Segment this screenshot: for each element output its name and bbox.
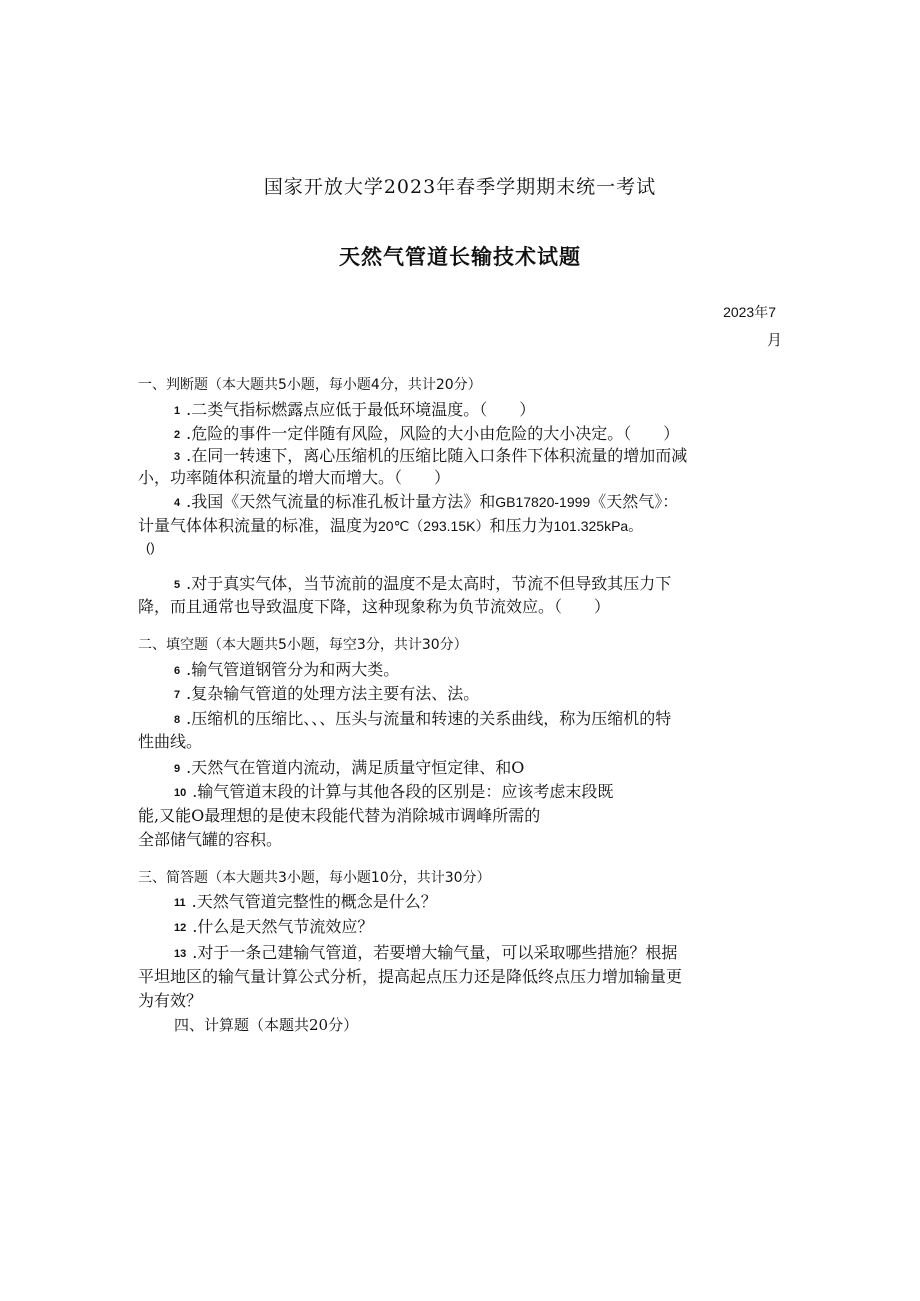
question-text: .我国《天然气流量的标准孔板计量方法》和 — [186, 492, 496, 511]
question-10-continued: 能,又能O最理想的是使末段能代替为消除城市调峰所需的 — [138, 806, 541, 825]
question-text: .输气管道末段的计算与其他各段的区别是：应该考虑末段既 — [192, 782, 614, 801]
question-3 — [174, 443, 687, 466]
question-10-continued: 全部储气罐的容积。 — [138, 830, 283, 849]
question-number: 9 — [174, 763, 181, 775]
question-text: .压缩机的压缩比、、、压头与流量和转速的关系曲线，称为压缩机的特 — [186, 709, 672, 728]
question-number: 10 — [174, 787, 187, 799]
section-heading-true-false: 一、判断题（本大题共5小题，每小题4分，共计20分） — [138, 377, 482, 393]
question-text: .什么是天然气节流效应？ — [192, 917, 374, 936]
section-heading-calculation: 四、计算题（本题共20分） — [174, 1016, 359, 1034]
section-heading-short-answer: 三、简答题（本大题共3小题，每小题10分，共计30分） — [138, 870, 491, 886]
question-text: .复杂输气管道的处理方法主要有法、法。 — [186, 684, 480, 703]
question-text: .对于真实气体，当节流前的温度不是太高时，节流不但导致其压力下 — [186, 574, 672, 593]
question-7 — [174, 681, 479, 704]
exam-date-line2: 月 — [766, 331, 782, 349]
pressure-value: 101.325kPa。 — [553, 518, 643, 534]
temperature-value: 20℃（293.15K） — [378, 518, 490, 534]
question-text: .天然气在管道内流动，满足质量守恒定律、和O — [186, 758, 525, 777]
question-text: .天然气管道完整性的概念是什么？ — [191, 892, 437, 911]
question-text: .对于一条己建输气管道，若要增大输气量，可以采取哪些措施？根据 — [192, 943, 678, 962]
question-3-continued: 小，功率随体积流量的增大而增大。（ ） — [138, 468, 451, 487]
question-1 — [174, 397, 535, 420]
question-number: 6 — [174, 665, 181, 677]
question-13-continued: 为有效？ — [138, 991, 203, 1010]
question-number: 1 — [174, 405, 181, 417]
question-number: 8 — [174, 714, 181, 726]
question-number: 12 — [174, 922, 187, 934]
standard-code: GB17820-1999 — [495, 494, 591, 510]
question-13-continued: 平坦地区的输气量计算公式分析，提高起点压力还是降低终点压力增加输量更 — [138, 967, 683, 986]
question-number: 11 — [174, 897, 186, 909]
question-number: 7 — [174, 689, 181, 701]
question-text: .输气管道钢管分为和两大类。 — [186, 660, 400, 679]
question-8 — [174, 706, 671, 729]
question-4 — [174, 489, 678, 512]
question-number: 13 — [174, 948, 187, 960]
exam-date-line1: 2023年7 — [723, 304, 776, 320]
question-12 — [174, 914, 373, 937]
question-text: 和压力为 — [489, 516, 554, 535]
question-10 — [174, 779, 613, 802]
section-heading-fill-blank: 二、填空题（本大题共5小题，每空3分，共计30分） — [138, 637, 468, 653]
question-text: .在同一转速下，离心压缩机的压缩比随入口条件下体积流量的增加而减 — [186, 446, 688, 465]
question-text: .二类气指标燃露点应低于最低环境温度。（ ） — [186, 400, 536, 419]
question-number: 3 — [174, 451, 181, 463]
question-8-continued: 性曲线。 — [138, 732, 203, 751]
question-5-continued: 降，而且通常也导致温度下降，这种现象称为负节流效应。（ ） — [138, 597, 611, 616]
question-13 — [174, 940, 677, 963]
question-text: 《天然气》： — [590, 492, 679, 511]
question-6 — [174, 657, 399, 680]
answer-brackets: () — [146, 540, 155, 555]
question-2 — [174, 421, 679, 444]
question-number: 2 — [174, 429, 181, 441]
question-text: 计量气体体积流量的标准，温度为 — [138, 516, 379, 535]
question-5 — [174, 571, 671, 594]
question-text: .危险的事件一定伴随有风险，风险的大小由危险的大小决定。（ ） — [186, 424, 680, 443]
exam-title: 国家开放大学2023年春季学期期末统一考试 — [263, 176, 657, 198]
subject-title: 天然气管道长输技术试题 — [339, 245, 581, 269]
question-11 — [174, 889, 437, 912]
question-number: 4 — [174, 497, 181, 509]
question-4-continued — [138, 513, 642, 536]
question-number: 5 — [174, 579, 181, 591]
question-9 — [174, 755, 524, 778]
